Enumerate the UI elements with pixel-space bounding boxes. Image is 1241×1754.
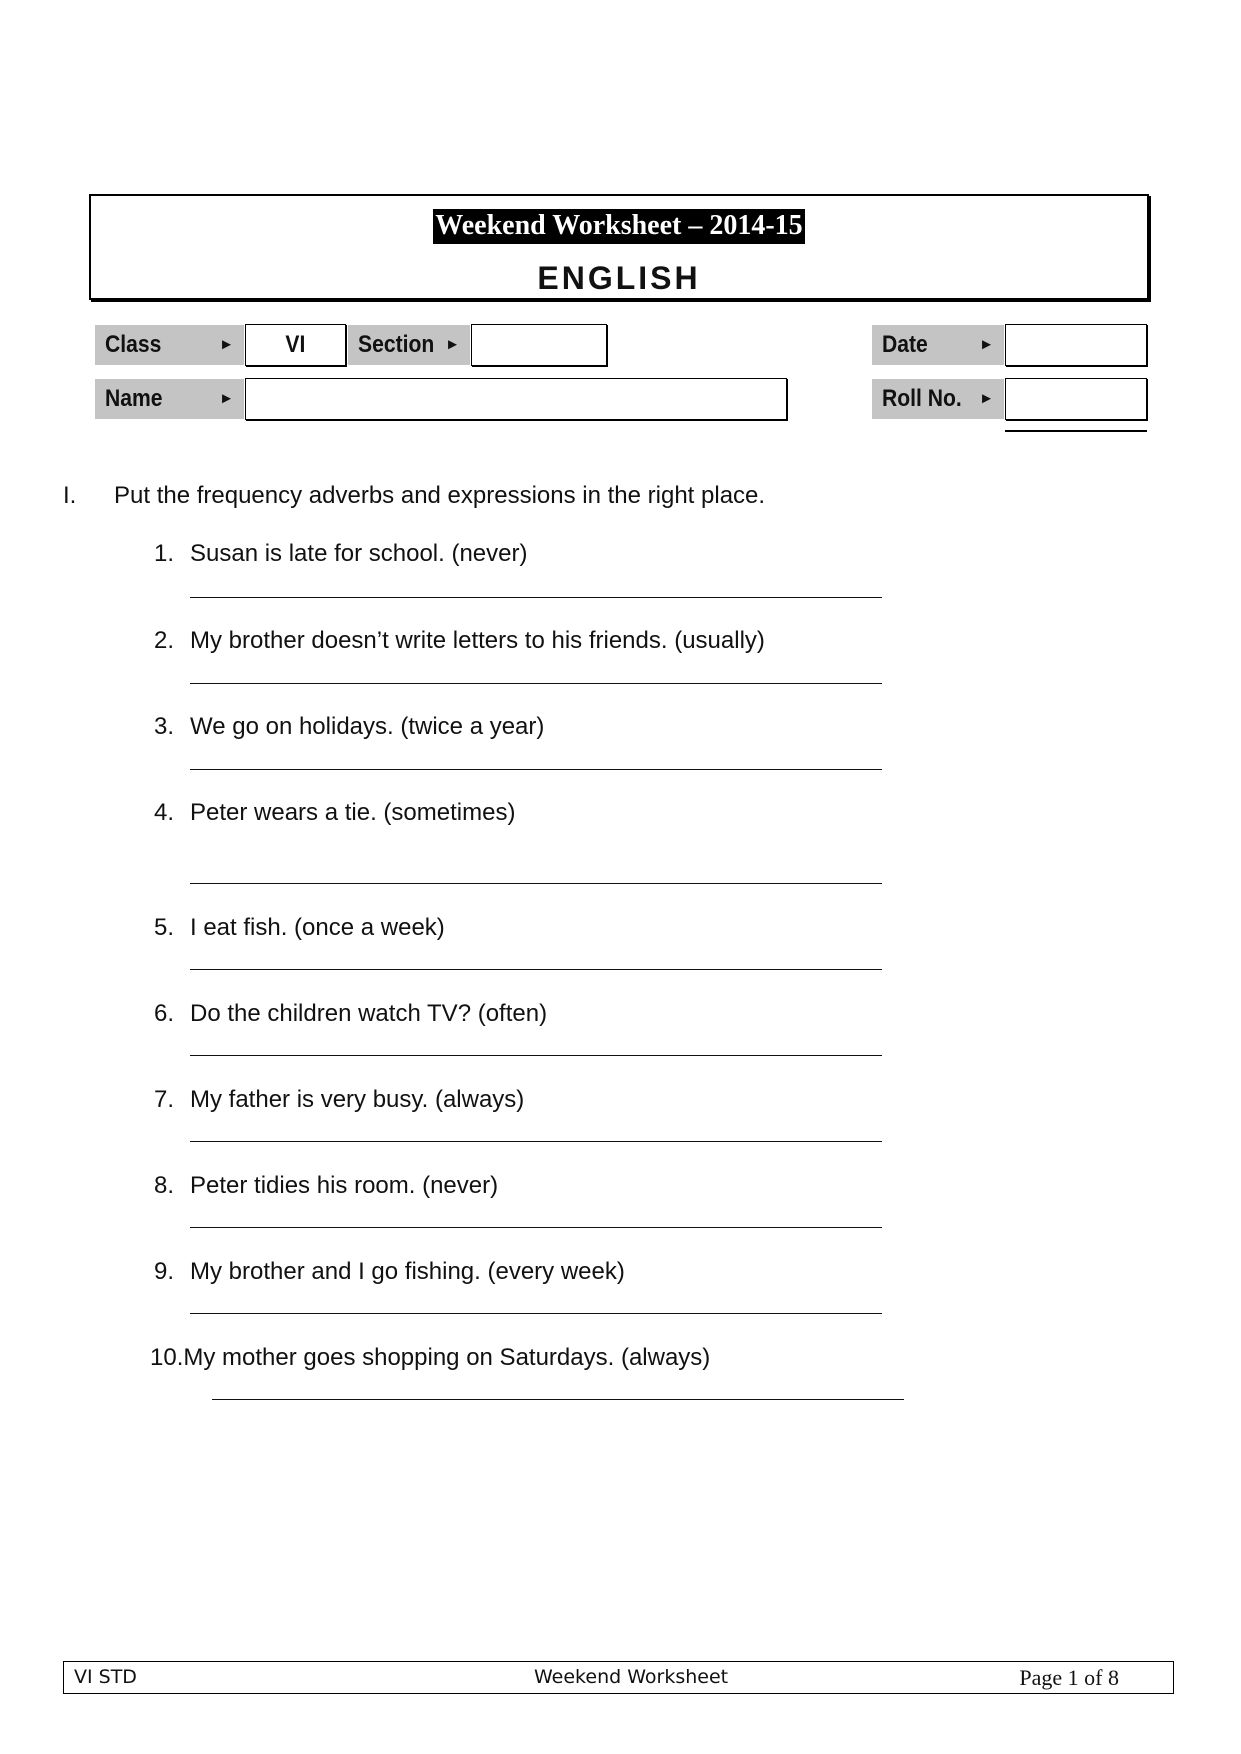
section-label: Section ► bbox=[348, 325, 470, 365]
roll-label: Roll No. ► bbox=[872, 379, 1004, 419]
answer-line[interactable] bbox=[190, 1313, 882, 1314]
answer-line[interactable] bbox=[190, 597, 882, 598]
subject-title: ENGLISH bbox=[537, 260, 701, 296]
footer-title: Weekend Worksheet bbox=[534, 1666, 729, 1688]
answer-line[interactable] bbox=[190, 883, 882, 884]
section-instruction: Put the frequency adverbs and expressions in the right place. bbox=[114, 482, 766, 509]
section-field[interactable] bbox=[471, 324, 607, 366]
answer-line[interactable] bbox=[190, 1141, 882, 1142]
roll-field[interactable] bbox=[1005, 378, 1147, 420]
arrow-icon: ► bbox=[219, 336, 234, 353]
page-number: Page 1 of 8 bbox=[1019, 1665, 1119, 1690]
question-item: 1. Susan is late for school. (never) bbox=[153, 540, 528, 567]
question-item: 5. I eat fish. (once a week) bbox=[153, 914, 445, 941]
section-number: I. bbox=[63, 482, 77, 509]
question-item: 6. Do the children watch TV? (often) bbox=[153, 1000, 548, 1027]
worksheet-header bbox=[89, 194, 1149, 300]
worksheet-title: Weekend Worksheet – 2014-15 bbox=[433, 209, 804, 244]
question-item: 7. My father is very busy. (always) bbox=[153, 1086, 525, 1113]
answer-line[interactable] bbox=[190, 769, 882, 770]
name-field[interactable] bbox=[245, 378, 787, 420]
answer-line[interactable] bbox=[190, 683, 882, 684]
footer-class: VI STD bbox=[74, 1666, 137, 1688]
question-item: 9. My brother and I go fishing. (every week) bbox=[153, 1258, 625, 1285]
class-label: Class ► bbox=[95, 325, 244, 365]
answer-line[interactable] bbox=[212, 1399, 904, 1400]
arrow-icon: ► bbox=[219, 390, 234, 407]
answer-line[interactable] bbox=[190, 1055, 882, 1056]
date-label: Date ► bbox=[872, 325, 1004, 365]
class-field[interactable]: VI bbox=[245, 324, 346, 366]
date-field[interactable] bbox=[1005, 324, 1147, 366]
question-item: 2. My brother doesn’t write letters to his friends. (usually) bbox=[153, 627, 765, 654]
page-footer bbox=[63, 1661, 1174, 1694]
arrow-icon: ► bbox=[979, 336, 994, 353]
question-item: 8. Peter tidies his room. (never) bbox=[153, 1172, 499, 1199]
question-item: 4. Peter wears a tie. (sometimes) bbox=[153, 799, 516, 826]
arrow-icon: ► bbox=[979, 390, 994, 407]
arrow-icon: ► bbox=[445, 336, 460, 353]
name-label: Name ► bbox=[95, 379, 244, 419]
question-item: 10.My mother goes shopping on Saturdays. (always) bbox=[150, 1344, 711, 1371]
divider bbox=[1005, 430, 1147, 432]
answer-line[interactable] bbox=[190, 969, 882, 970]
question-item: 3. We go on holidays. (twice a year) bbox=[153, 713, 545, 740]
answer-line[interactable] bbox=[190, 1227, 882, 1228]
